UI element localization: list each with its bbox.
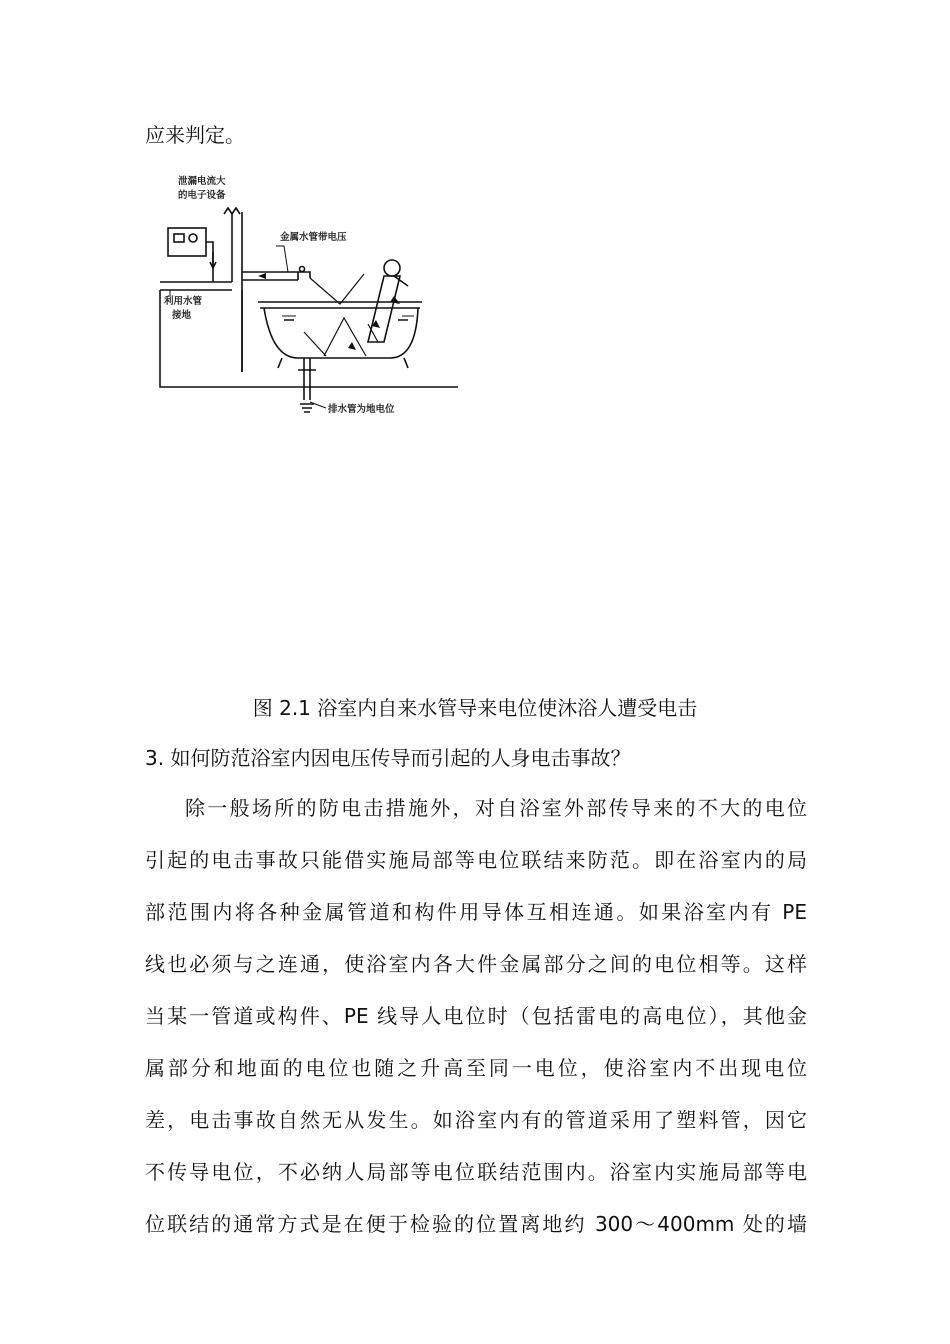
paragraph-line-4: 线也必须与之连通，使浴室内各大件金属部分之间的电位相等。这样 — [145, 952, 807, 976]
water-pipe-left — [160, 282, 232, 290]
paragraph-line-8: 不传导电位，不必纳人局部等电位联结范围内。浴室内实施局部等电 — [145, 1160, 807, 1184]
water-pipe — [242, 272, 298, 280]
paragraph-line-7: 差，电击事故自然无从发生。如浴室内有的管道采用了塑料管，因它 — [145, 1108, 807, 1132]
paragraph-line-1: 除一般场所的防电击措施外，对自浴室外部传导来的不大的电位 — [185, 796, 807, 820]
continued-text-line: 应来判定。 — [145, 123, 245, 147]
paragraph-line-2: 引起的电击事故只能借实施局部等电位联结来防范。即在浴室内的局 — [145, 848, 807, 872]
current-path — [310, 274, 364, 304]
label-device-2: 的电子设备 — [178, 190, 226, 201]
question-heading: 3. 如何防范浴室内因电压传导而引起的人身电击事故？ — [145, 746, 631, 770]
paragraph-line-9: 位联结的通常方式是在便于检验的位置离地约 300～400mm 处的墙 — [145, 1212, 807, 1236]
label-device-1: 泄漏电流大 — [178, 176, 226, 187]
person-head — [384, 260, 400, 276]
bathtub-feet — [278, 358, 408, 368]
label-drain: 排水管为地电位 — [328, 404, 395, 415]
paragraph-line-6: 属部分和地面的电位也随之升高至同一电位，使浴室内不出现电位 — [145, 1056, 807, 1080]
device-wire — [206, 242, 213, 282]
break-mark — [224, 208, 240, 214]
vertical-pipe — [232, 212, 242, 372]
paragraph-line-5: 当某一管道或构件、PE 线导人电位时（包括雷电的高电位），其他金 — [145, 1004, 807, 1028]
faucet — [298, 272, 310, 278]
label-ground-2: 接地 — [172, 310, 192, 321]
figure-caption: 图 2.1 浴室内自来水管导来电位使沐浴人遭受电击 — [252, 696, 698, 720]
label-pipe-voltage: 金属水管带电压 — [280, 232, 347, 243]
paragraph-line-3: 部范围内将各种金属管道和构件用导体互相连通。如果浴室内有 PE — [145, 900, 807, 924]
label-ground-1: 利用水管 — [164, 296, 203, 307]
bathroom-shock-diagram — [158, 172, 468, 422]
ground-symbol — [300, 404, 314, 412]
drain-pipe — [298, 358, 316, 370]
